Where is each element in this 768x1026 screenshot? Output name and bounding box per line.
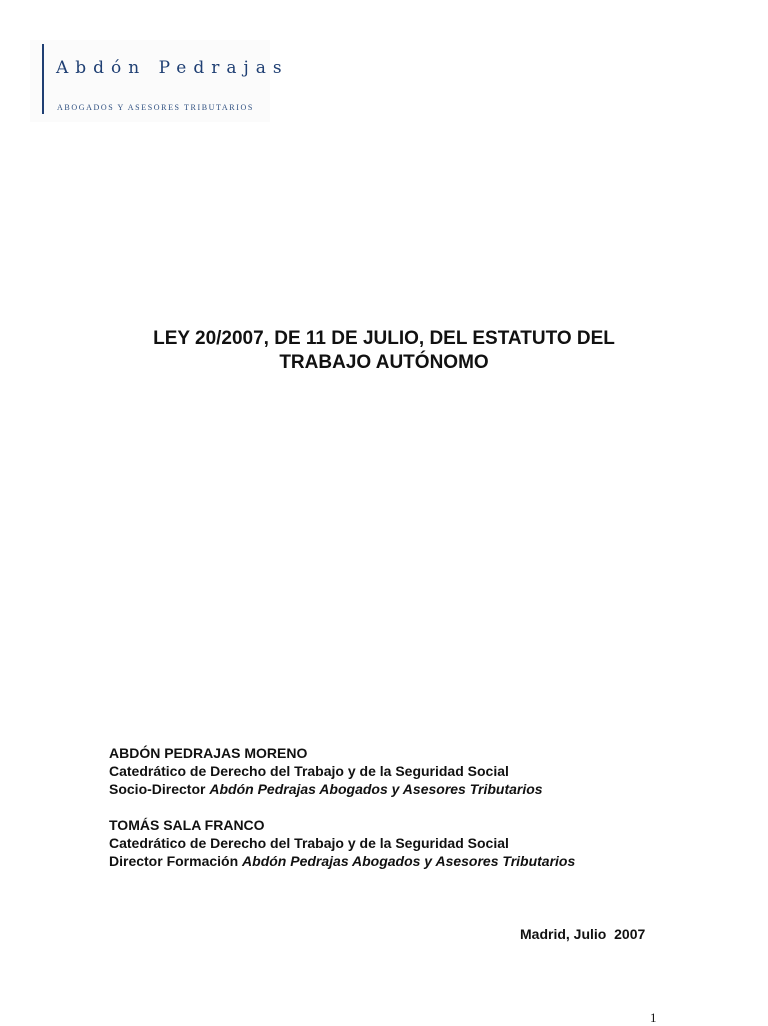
author-position: Catedrático de Derecho del Trabajo y de la Seguridad Social <box>109 835 509 851</box>
author-name: TOMÁS SALA FRANCO <box>109 817 265 833</box>
author-separator <box>109 798 575 816</box>
logo-firm-name: Abdón Pedrajas <box>56 58 289 78</box>
page-number: 1 <box>650 1010 657 1025</box>
document-title <box>0 327 768 375</box>
logo-vertical-bar <box>42 44 44 114</box>
author-role-prefix: Socio-Director <box>109 781 206 797</box>
firm-logo <box>30 40 289 122</box>
document-title-line-1: LEY 20/2007, DE 11 DE JULIO, DEL ESTATUTO DEL <box>153 328 615 349</box>
place-and-date: Madrid, Julio 2007 <box>520 926 646 942</box>
author-role-prefix: Director Formación <box>109 853 239 869</box>
author-position: Catedrático de Derecho del Trabajo y de la Seguridad Social <box>109 763 509 779</box>
author-role <box>109 852 575 870</box>
author-firm: Abdón Pedrajas Abogados y Asesores Tributarios <box>242 853 576 869</box>
author-name: ABDÓN PEDRAJAS MORENO <box>109 745 308 761</box>
authors-block <box>109 744 575 870</box>
document-title-line-2: TRABAJO AUTÓNOMO <box>279 352 489 373</box>
author-role <box>109 780 575 798</box>
author-firm: Abdón Pedrajas Abogados y Asesores Tributarios <box>209 781 543 797</box>
logo-tagline: ABOGADOS Y ASESORES TRIBUTARIOS <box>57 103 254 112</box>
